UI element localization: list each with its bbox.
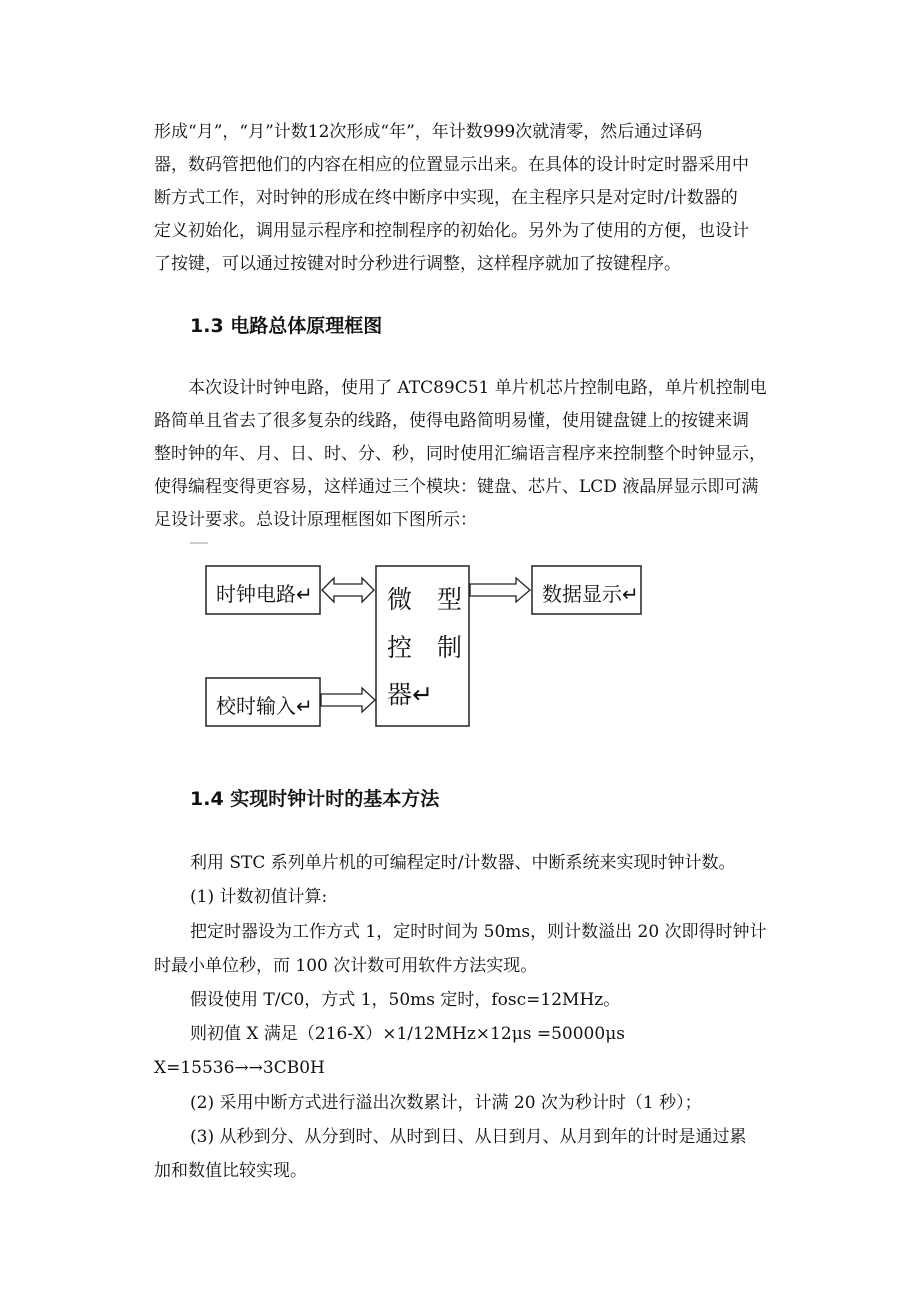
clock-circuit-label: 时钟电路↵ bbox=[216, 582, 313, 606]
text-line: 了按键，可以通过按键对时分秒进行调整，这样程序就加了按键程序。 bbox=[154, 254, 681, 274]
text-line: 定义初始化，调用显示程序和控制程序的初始化。另外为了使用的方便，也设计 bbox=[154, 221, 749, 241]
step1-line2: 时最小单位秒，而 100 次计数可用软件方法实现。 bbox=[154, 956, 538, 976]
text-line: 形成“月”，“月”计数12次形成“年”，年计数999次就清零，然后通过译码 bbox=[154, 122, 703, 142]
assumption-line: 假设使用 T/C0，方式 1，50ms 定时，fosc=12MHz。 bbox=[190, 990, 621, 1010]
double-arrow-icon bbox=[322, 578, 374, 602]
section-heading-1-4: 1.4 实现时钟计时的基本方法 bbox=[190, 788, 440, 810]
data-display-label: 数据显示↵ bbox=[542, 582, 639, 606]
step3-line2: 加和数值比较实现。 bbox=[154, 1161, 307, 1181]
step1-title: (1) 计数初值计算: bbox=[190, 887, 328, 907]
time-input-label: 校时输入↵ bbox=[216, 694, 313, 718]
text-line: 断方式工作，对时钟的形成在终中断序中实现，在主程序只是对定时/计数器的 bbox=[154, 188, 738, 208]
microcontroller-label-line3: 器↵ bbox=[387, 680, 433, 709]
right-arrow-icon bbox=[470, 578, 530, 602]
step2-line: (2) 采用中断方式进行溢出次数累计，计满 20 次为秒计时（1 秒）； bbox=[190, 1093, 702, 1113]
microcontroller-label-line1: 微 型 bbox=[387, 585, 463, 614]
step3-line1: (3) 从秒到分、从分到时、从时到日、从日到月、从月到年的计时是通过累 bbox=[190, 1127, 747, 1147]
result-line: X=15536→→3CB0H bbox=[154, 1058, 325, 1078]
text-line: 足设计要求。总设计原理框图如下图所示： bbox=[154, 510, 477, 530]
right-arrow-icon bbox=[321, 688, 375, 712]
step1-line1: 把定时器设为工作方式 1，定时时间为 50ms，则计数溢出 20 次即得时钟计 bbox=[190, 922, 767, 942]
text-line: 本次设计时钟电路，使用了 ATC89C51 单片机芯片控制电路，单片机控制电 bbox=[154, 378, 767, 398]
text-line: 路简单且省去了很多复杂的线路，使得电路简明易懂，使用键盘键上的按键来调 bbox=[154, 411, 749, 431]
section-1-4-intro: 利用 STC 系列单片机的可编程定时/计数器、中断系统来实现时钟计数。 bbox=[190, 853, 736, 873]
text-line: 整时钟的年、月、日、时、分、秒，同时使用汇编语言程序来控制整个时钟显示， bbox=[154, 444, 766, 464]
initial-value-line: 则初值 X 满足（216-X）×1/12MHz×12μs =50000μs bbox=[190, 1024, 625, 1044]
section-heading-1-3: 1.3 电路总体原理框图 bbox=[190, 315, 383, 337]
text-line: 器，数码管把他们的内容在相应的位置显示出来。在具体的设计时定时器采用中 bbox=[154, 155, 749, 175]
text-line: 使得编程变得更容易，这样通过三个模块：键盘、芯片、LCD 液晶屏显示即可满 bbox=[154, 477, 759, 497]
microcontroller-label-line2: 控 制 bbox=[387, 633, 463, 662]
